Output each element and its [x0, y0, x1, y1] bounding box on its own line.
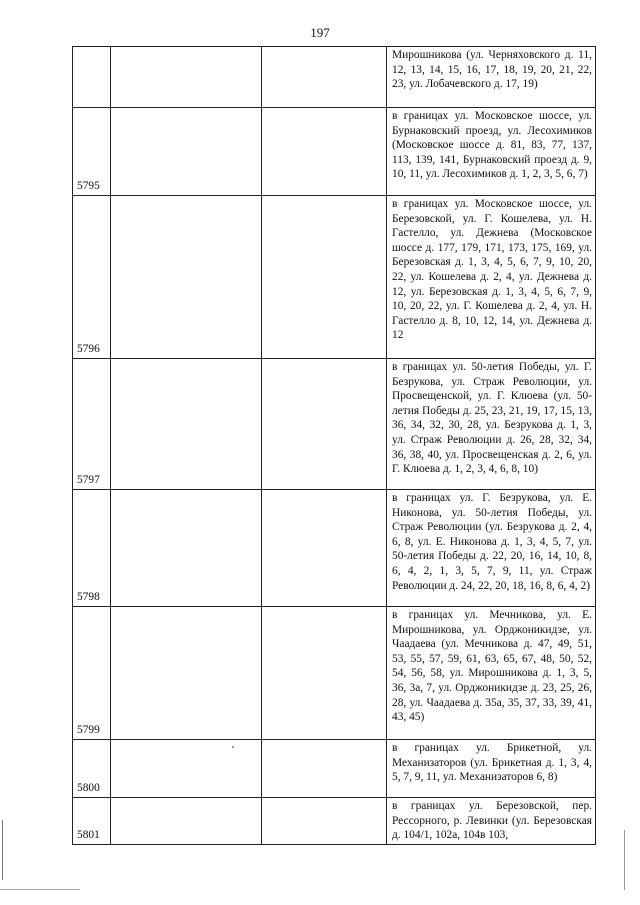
district-number-cell: 5795	[73, 108, 111, 196]
empty-cell	[262, 798, 387, 845]
polling-districts-table	[72, 46, 596, 845]
empty-cell	[111, 108, 262, 196]
empty-cell	[111, 607, 262, 740]
table-row	[73, 740, 596, 798]
table-row	[73, 798, 596, 845]
district-boundary-text: в границах ул. Мечникова, ул. Е. Мирошникова, ул. Орджоникидзе, ул. Чаадаева (ул. Мечникова д. 47, 49, 51, 53, 55, 57, 59, 61, 63, 65, 67, 48, 50, 52, 54, 56, 58, ул. Мирошникова д. 1, 3, 5, 36, 3а, 7, ул. Орджоникидзе д. 23, 25, 26, 28, ул. Чаадаева д. 35а, 35, 37, 33, 39, 41, 43, 45)	[392, 609, 592, 724]
empty-cell	[111, 47, 262, 108]
table-row	[73, 490, 596, 607]
empty-cell	[111, 740, 262, 798]
district-boundary-text: в границах ул. Московское шоссе, ул. Бурнаковский проезд, ул. Лесохимиков (Московское шоссе д. 81, 83, 77, 137, 113, 139, 141, Бурнаковский проезд д. 9, 10, 11, ул. Лесохимиков д. 1, 2, 3, 5, 6, 7)	[392, 110, 592, 181]
empty-cell	[111, 196, 262, 359]
district-boundary-cell	[387, 798, 596, 845]
empty-cell	[111, 490, 262, 607]
district-boundary-cell	[387, 740, 596, 798]
district-number-cell: 5799	[73, 607, 111, 740]
district-boundary-text: Мирошникова (ул. Черняховского д. 11, 12, 13, 14, 15, 16, 17, 18, 19, 20, 21, 22, 23, ул. Лобачевского д. 17, 19)	[392, 49, 592, 91]
district-boundary-text: в границах ул. Московское шоссе, ул. Березовской, ул. Г. Кошелева, ул. Н. Гастелло, ул. Дежнева (Московское шоссе д. 177, 179, 171, 173, 175, 169, ул. Березовская д. 1, 3, 4, 5, 6, 7, 9, 10, 20, 22, ул. Кошелева д. 2, 4, ул. Дежнева д. 12, ул. Березовская д. 1, 3, 4, 5, 6, 7, 9, 10, 20, 22, ул. Г. Кошелева д. 2, 4, ул. Н. Гастелло д. 8, 10, 12, 14, ул. Дежнева д. 12	[392, 198, 592, 342]
table-row	[73, 196, 596, 359]
district-boundary-cell	[387, 607, 596, 740]
district-number-cell: 5801	[73, 798, 111, 845]
district-boundary-cell	[387, 108, 596, 196]
district-boundary-text: в границах ул. Брикетной, ул. Механизаторов (ул. Брикетная д. 1, 3, 4, 5, 7, 9, 11, ул. Механизаторов 6, 8)	[392, 742, 592, 784]
district-boundary-text: в границах ул. Г. Безрукова, ул. Е. Никонова, ул. 50-летия Победы, ул. Страж Революции (ул. Безрукова д. 2, 4, 6, 8, ул. Е. Никонова д. 1, 3, 4, 5, 7, ул. 50-летия Победы д. 22, 20, 16, 14, 10, 8, 6, 4, 2, 1, 3, 5, 7, 9, 11, ул. Страж Революции д. 24, 22, 20, 18, 16, 8, 6, 4, 2)	[392, 492, 592, 592]
empty-cell	[262, 607, 387, 740]
district-number-cell: 5800	[73, 740, 111, 798]
scan-speck	[232, 746, 234, 748]
district-boundary-cell	[387, 490, 596, 607]
district-number-cell: 5798	[73, 490, 111, 607]
empty-cell	[262, 196, 387, 359]
page-number: 197	[310, 25, 330, 40]
district-boundary-text: в границах ул. 50-летия Победы, ул. Г. Безрукова, ул. Страж Революции, ул. Просвещенской, ул. Г. Клюева (ул. 50-летия Победы д. 25, 23, 21, 19, 17, 15, 13, 36, 34, 32, 30, 28, ул. Безрукова д. 1, 3, ул. Страж Революции д. 26, 28, 32, 34, 36, 38, 40, ул. Просвещенская д. 2, 6, ул. Г. Клюева д. 1, 2, 3, 4, 6, 8, 10)	[392, 361, 592, 476]
table-row	[73, 47, 596, 108]
empty-cell	[262, 47, 387, 108]
table-row	[73, 359, 596, 490]
empty-cell	[111, 359, 262, 490]
district-number-cell: 5797	[73, 359, 111, 490]
empty-cell	[262, 740, 387, 798]
district-number-cell: 5796	[73, 196, 111, 359]
scan-edge-line	[0, 889, 80, 890]
district-boundary-cell	[387, 359, 596, 490]
empty-cell	[262, 108, 387, 196]
table-row	[73, 607, 596, 740]
district-number-cell	[73, 47, 111, 108]
scan-edge-line	[624, 830, 625, 890]
empty-cell	[111, 798, 262, 845]
empty-cell	[262, 359, 387, 490]
scan-edge-line	[2, 820, 3, 880]
district-boundary-text: в границах ул. Березовской, пер. Рессорного, р. Левинки (ул. Березовская д. 104/1, 102а, 104в 103,	[392, 800, 592, 842]
table-row	[73, 108, 596, 196]
empty-cell	[262, 490, 387, 607]
district-boundary-cell	[387, 196, 596, 359]
district-boundary-cell	[387, 47, 596, 108]
